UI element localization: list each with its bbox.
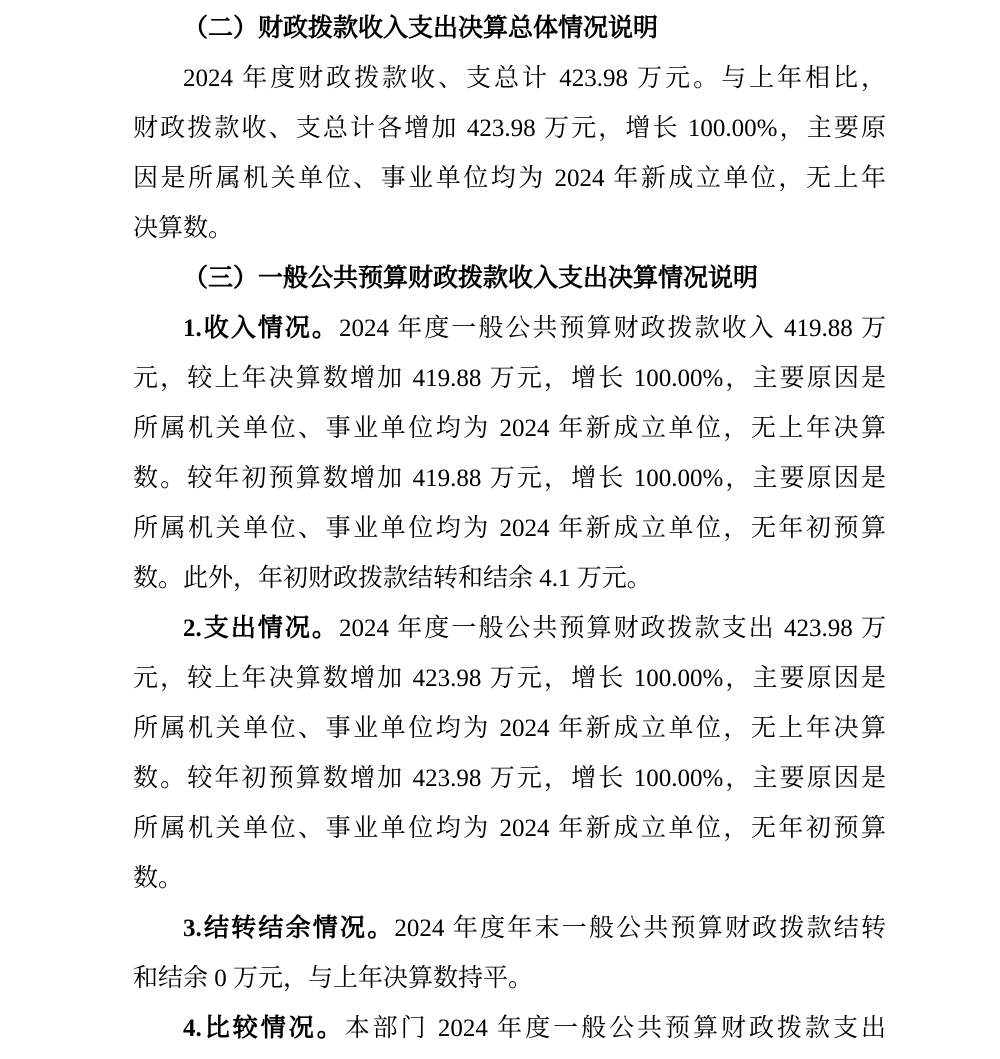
text-line — [133, 54, 886, 104]
text-run: 数。此外，年初财政拨款结转和结余 4.1 万元。 — [133, 565, 652, 592]
text-run: 本部门 2024 年度一般公共预算财政拨款支出 — [344, 1015, 886, 1042]
text-line — [133, 154, 886, 204]
text-line — [133, 804, 886, 854]
text-run: 数。较年初预算数增加 423.98 万元，增长 100.00%，主要原因是 — [133, 765, 886, 792]
text-run: 所属机关单位、事业单位均为 2024 年新成立单位，无年初预算 — [133, 815, 886, 842]
text-run: 数。较年初预算数增加 419.88 万元，增长 100.00%，主要原因是 — [133, 465, 886, 492]
text-line — [133, 4, 886, 54]
bold-text-run: 4.比较情况。 — [183, 1015, 345, 1042]
text-run: 财政拨款收、支总计各增加 423.98 万元，增长 100.00%，主要原 — [133, 115, 886, 142]
bold-text-run: 1.收入情况。 — [183, 315, 339, 342]
text-run: 2024 年度一般公共预算财政拨款收入 419.88 万 — [338, 315, 886, 342]
text-line — [133, 1004, 886, 1054]
text-run: 和结余 0 万元，与上年决算数持平。 — [133, 965, 534, 992]
bold-text-run: 3.结转结余情况。 — [183, 915, 395, 942]
text-run: 因是所属机关单位、事业单位均为 2024 年新成立单位，无上年 — [133, 165, 886, 192]
text-run: 2024 年度年末一般公共预算财政拨款结转 — [394, 915, 886, 942]
text-run: 2024 年度财政拨款收、支总计 423.98 万元。与上年相比， — [183, 65, 886, 92]
text-run: 决算数。 — [133, 215, 234, 242]
bold-text-run: （三）一般公共预算财政拨款收入支出决算情况说明 — [183, 265, 759, 292]
text-run: 所属机关单位、事业单位均为 2024 年新成立单位，无上年决算 — [133, 415, 886, 442]
text-line — [133, 454, 886, 504]
text-run: 所属机关单位、事业单位均为 2024 年新成立单位，无上年决算 — [133, 715, 886, 742]
text-line — [133, 554, 886, 604]
text-line — [133, 954, 886, 1004]
text-line — [133, 654, 886, 704]
text-line — [133, 854, 886, 904]
text-line — [133, 754, 886, 804]
bold-text-run: 2.支出情况。 — [183, 615, 339, 642]
text-line — [133, 304, 886, 354]
text-line — [133, 254, 886, 304]
text-run: 所属机关单位、事业单位均为 2024 年新成立单位，无年初预算 — [133, 515, 886, 542]
text-line — [133, 204, 886, 254]
text-run: 元，较上年决算数增加 419.88 万元，增长 100.00%，主要原因是 — [133, 365, 886, 392]
text-line — [133, 604, 886, 654]
text-line — [133, 404, 886, 454]
text-line — [133, 354, 886, 404]
text-line — [133, 904, 886, 954]
text-run: 2024 年度一般公共预算财政拨款支出 423.98 万 — [338, 615, 886, 642]
text-run: 数。 — [133, 865, 184, 892]
text-line — [133, 104, 886, 154]
text-line — [133, 704, 886, 754]
bold-text-run: （二）财政拨款收入支出决算总体情况说明 — [183, 15, 659, 42]
text-line — [133, 504, 886, 554]
text-run: 元，较上年决算数增加 423.98 万元，增长 100.00%，主要原因是 — [133, 665, 886, 692]
